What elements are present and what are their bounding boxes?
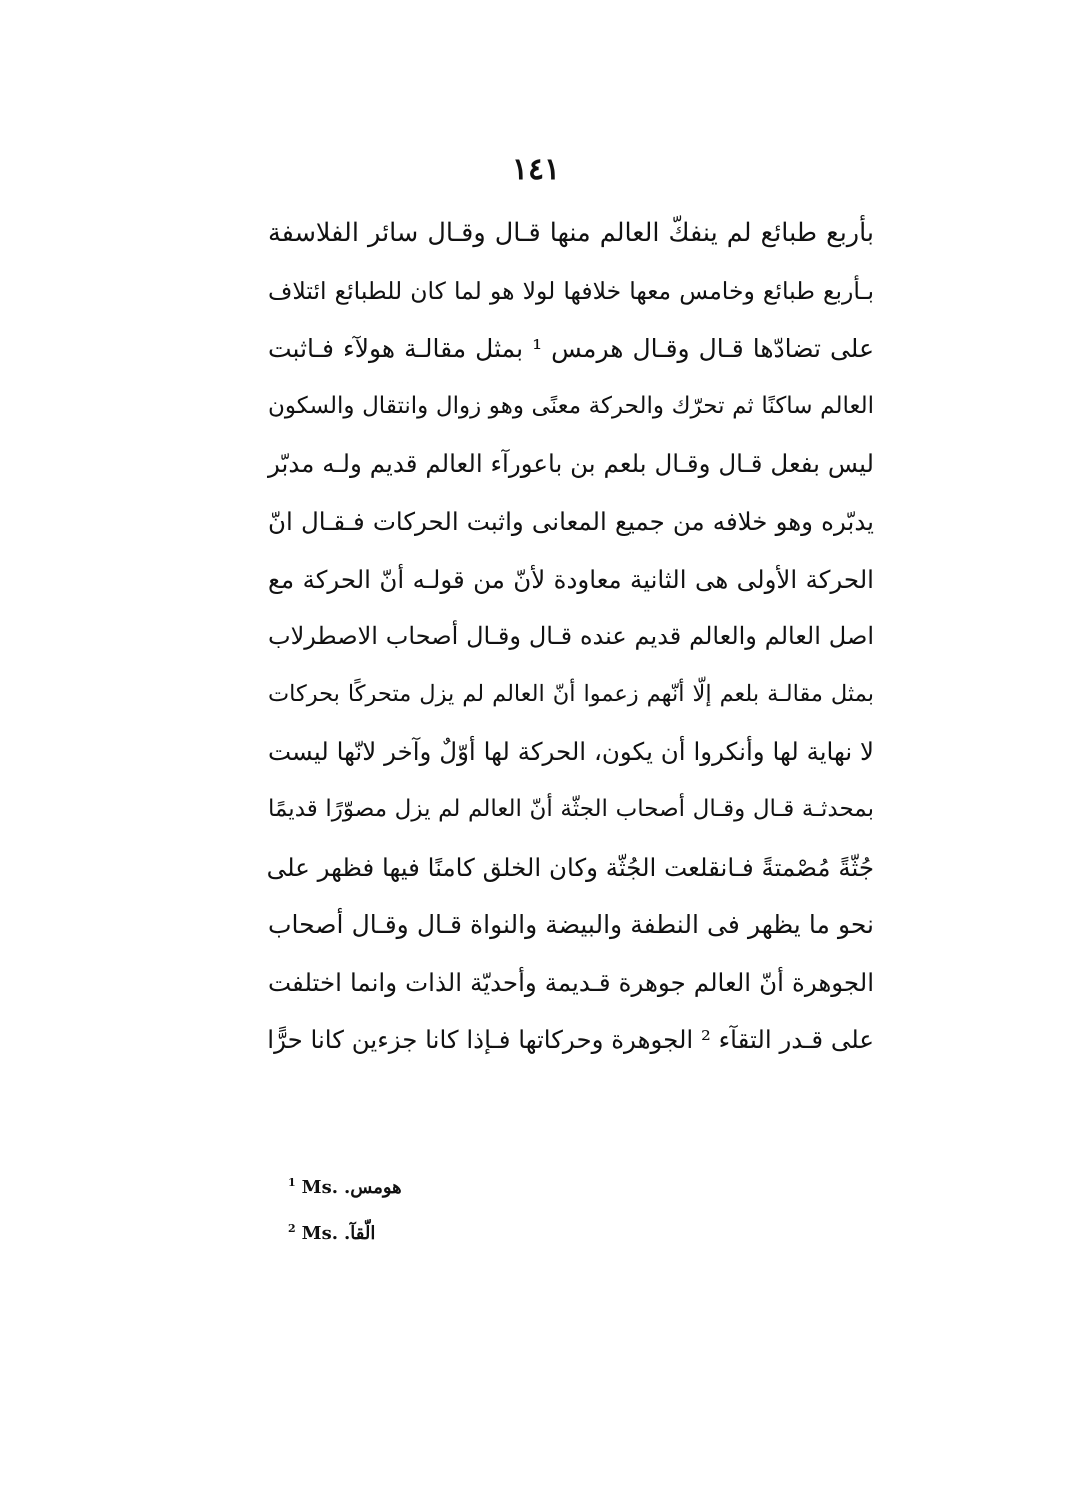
text-line: العالم ساكنًا ثم تحرّك والحركة معنًى وهو زوال وانتقال والسكون [268,392,874,419]
text-line: لا نهاية لها وأنكروا أن يكون، الحركة لها أوّلٌ وآخر لانّها ليست [268,737,874,767]
text-line: ليس بفعل قـال وقـال بلعم بن باعورآء العالم قديم ولـه مدبّر [268,449,874,479]
text-line: بأربع طبائع لم ينفكّ العالم منها قـال وقـال سائر الفلاسفة [268,218,874,248]
footnote-1 [288,1160,688,1206]
text-line: على قـدر التقآء ² الجوهرة وحركاتها فـإذا كانا جزءين كانا حرًّا [267,1025,874,1055]
text-line: اصل العالم والعالم قديم عنده قـال وقـال أصحاب الاصطرلاب [268,622,874,651]
footnote-variant: هومس. [343,1177,402,1198]
footnote-marker: 2 [288,1222,296,1235]
main-text [268,205,874,1069]
text-line: جُثّةً مُصْمتةً فـانقلعت الجُثّة وكان الخلق كامنًا فيها فظهر على [266,852,874,882]
footnotes [288,1160,688,1252]
page-number: ١٤١ [511,152,561,187]
text-line: الحركة الأولى هى الثانية معاودة لأنّ من قولـه أنّ الحركة مع [268,564,874,594]
footnote-variant: الّقآ. [343,1223,376,1244]
footnote-marker: 1 [288,1176,296,1189]
footnote-2 [288,1206,688,1252]
text-line: يدبّره وهو خلافه من جميع المعانى واثبت الحركات فـقـال انّ [268,506,874,536]
footnote-ms-abbrev: Ms. [301,1223,338,1244]
text-line: بـأربع طبائع وخامس معها خلافها لولا هو لما كان للطبائع ائتلاف [268,276,874,305]
text-line: الجوهرة أنّ العالم جوهرة قـديمة وأحديّة الذات وانما اختلفت [268,967,874,997]
text-line: بمثل مقالـة بلعم إلّا أنّهم زعموا أنّ العالم لم يزل متحركًا بحركات [268,680,874,707]
footnote-ms-abbrev: Ms. [301,1177,338,1198]
text-line: بمحدثـة قـال وقـال أصحاب الجثّة أنّ العالم لم يزل مصوّرًا قديمًا [268,795,874,822]
text-line: على تضادّها قـال وقـال هرمس ¹ بمثل مقالـة هولآء فـاثبت [268,334,874,364]
text-line: نحو ما يظهر فى النطفة والبيضة والنواة قـال وقـال أصحاب [268,910,874,940]
